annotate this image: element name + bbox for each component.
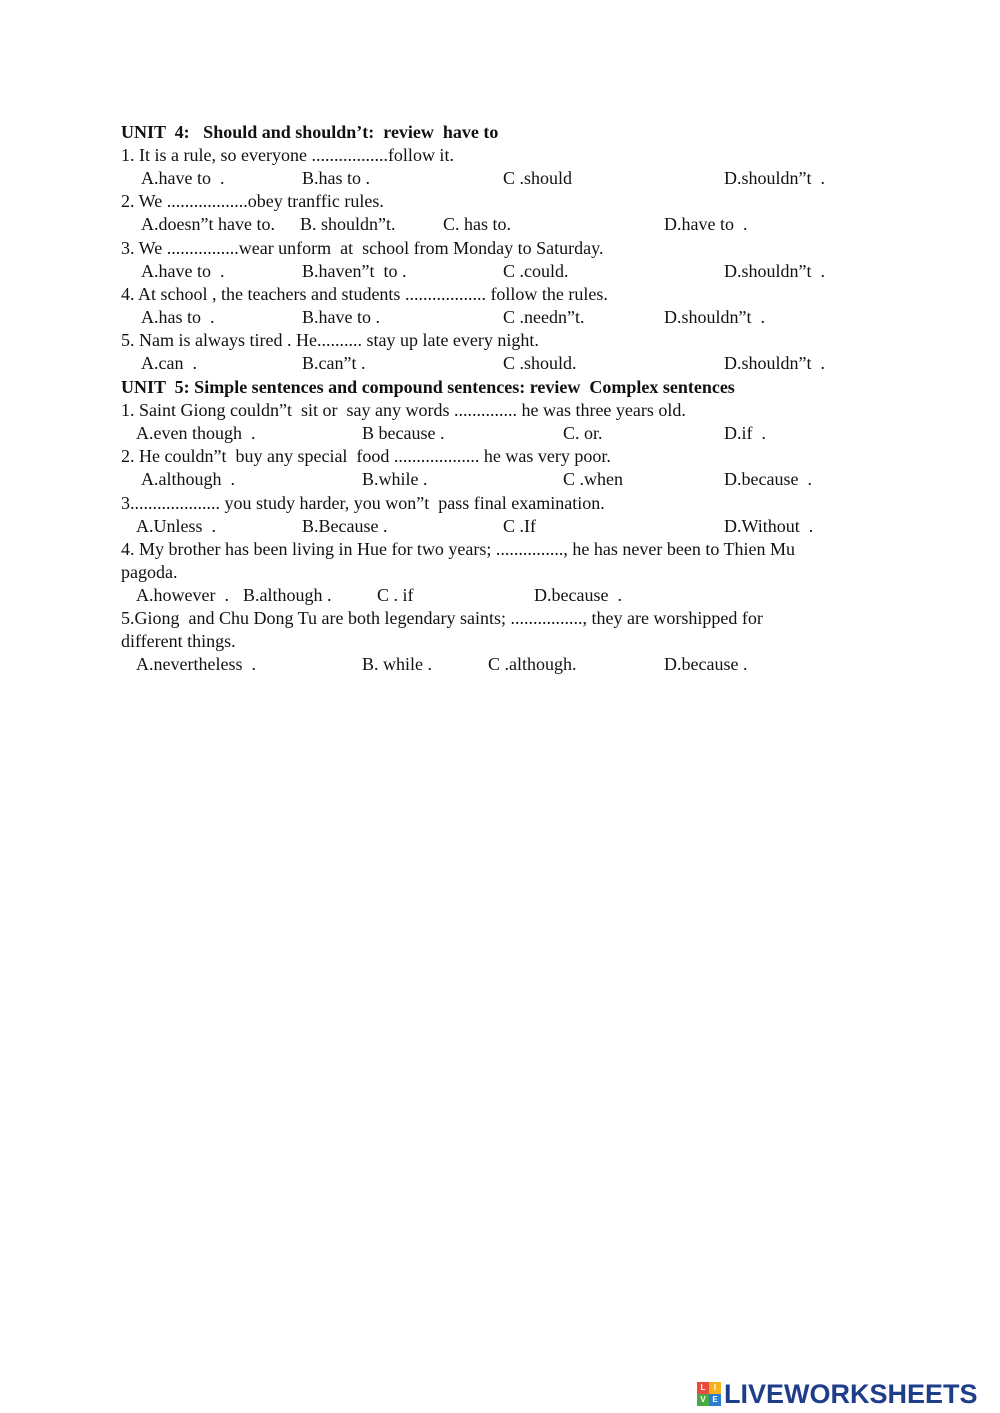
u5-q2-stem: 2. He couldn”t buy any special food ................... he was very poor. <box>121 446 611 466</box>
liveworksheets-logo-text: LIVEWORKSHEETS <box>724 1378 978 1409</box>
u5-q4-stem: 4. My brother has been living in Hue for two years; ..............., he has never been to Thien Mu <box>121 539 796 559</box>
u5-q2-option-d[interactable]: D.because . <box>724 469 812 489</box>
u4-q2-option-d[interactable]: D.have to . <box>664 214 748 234</box>
u4-q2-option-b[interactable]: B. shouldn”t. <box>300 214 396 234</box>
u5-q5-option-c[interactable]: C .although. <box>488 654 577 674</box>
u5-q5-stem-cont: different things. <box>121 631 236 651</box>
u4-q1-option-a[interactable]: A.have to . <box>141 168 225 188</box>
u5-q1-option-b[interactable]: B because . <box>362 423 445 443</box>
u4-q4-option-a[interactable]: A.has to . <box>141 307 215 327</box>
u5-q4-option-c[interactable]: C . if <box>377 585 414 605</box>
unit4-heading: UNIT 4: Should and shouldn’t: review have to <box>121 122 499 142</box>
u5-q5-option-b[interactable]: B. while . <box>362 654 432 674</box>
unit5-heading: UNIT 5: Simple sentences and compound sentences: review Complex sentences <box>121 377 735 397</box>
u4-q2-option-a[interactable]: A.doesn”t have to. <box>141 214 275 234</box>
u4-q3-option-d[interactable]: D.shouldn”t . <box>724 261 825 281</box>
u4-q5-option-d[interactable]: D.shouldn”t . <box>724 353 825 373</box>
u4-q3-stem: 3. We ................wear unform at school from Monday to Saturday. <box>121 238 604 258</box>
u5-q3-option-d[interactable]: D.Without . <box>724 516 814 536</box>
u5-q1-stem: 1. Saint Giong couldn”t sit or say any words .............. he was three years old. <box>121 400 686 420</box>
u5-q2-option-c[interactable]: C .when <box>563 469 623 489</box>
u4-q3-option-c[interactable]: C .could. <box>503 261 569 281</box>
u4-q3-option-b[interactable]: B.haven”t to . <box>302 261 407 281</box>
u4-q5-option-b[interactable]: B.can”t . <box>302 353 366 373</box>
u4-q3-option-a[interactable]: A.have to . <box>141 261 225 281</box>
u5-q3-option-a[interactable]: A.Unless . <box>136 516 216 536</box>
u5-q4-option-b[interactable]: B.although . <box>243 585 332 605</box>
u5-q3-stem: 3.................... you study harder, you won”t pass final examination. <box>121 493 605 513</box>
u5-q5-option-a[interactable]: A.nevertheless . <box>136 654 256 674</box>
u4-q4-option-c[interactable]: C .needn”t. <box>503 307 585 327</box>
logo-mark-cell: L <box>697 1382 709 1394</box>
u5-q3-option-c[interactable]: C .If <box>503 516 536 536</box>
u4-q2-stem: 2. We ..................obey tranffic rules. <box>121 191 384 211</box>
u5-q3-option-b[interactable]: B.Because . <box>302 516 388 536</box>
u4-q2-option-c[interactable]: C. has to. <box>443 214 512 234</box>
liveworksheets-logo-icon <box>697 1382 721 1406</box>
logo-mark-cell: E <box>709 1394 721 1406</box>
u5-q5-stem: 5.Giong and Chu Dong Tu are both legendary saints; ................, they are worshipped for <box>121 608 763 628</box>
u4-q1-option-b[interactable]: B.has to . <box>302 168 371 188</box>
u5-q5-option-d[interactable]: D.because . <box>664 654 748 674</box>
u5-q1-option-d[interactable]: D.if . <box>724 423 766 443</box>
u5-q2-option-b[interactable]: B.while . <box>362 469 428 489</box>
logo-mark-cell: I <box>709 1382 721 1394</box>
u4-q4-stem: 4. At school , the teachers and students .................. follow the rules. <box>121 284 608 304</box>
u4-q1-option-c[interactable]: C .should <box>503 168 573 188</box>
liveworksheets-logo <box>697 1378 978 1410</box>
u5-q1-option-a[interactable]: A.even though . <box>136 423 256 443</box>
u4-q5-stem: 5. Nam is always tired . He.......... stay up late every night. <box>121 330 539 350</box>
u5-q4-option-a[interactable]: A.however . <box>136 585 229 605</box>
u4-q4-option-b[interactable]: B.have to . <box>302 307 380 327</box>
u5-q4-option-d[interactable]: D.because . <box>534 585 622 605</box>
u5-q4-stem-cont: pagoda. <box>121 562 178 582</box>
u5-q2-option-a[interactable]: A.although . <box>141 469 235 489</box>
u4-q1-option-d[interactable]: D.shouldn”t . <box>724 168 825 188</box>
logo-mark-cell: V <box>697 1394 709 1406</box>
u5-q1-option-c[interactable]: C. or. <box>563 423 603 443</box>
u4-q5-option-c[interactable]: C .should. <box>503 353 577 373</box>
u4-q1-stem: 1. It is a rule, so everyone .................follow it. <box>121 145 454 165</box>
u4-q4-option-d[interactable]: D.shouldn”t . <box>664 307 765 327</box>
u4-q5-option-a[interactable]: A.can . <box>141 353 197 373</box>
